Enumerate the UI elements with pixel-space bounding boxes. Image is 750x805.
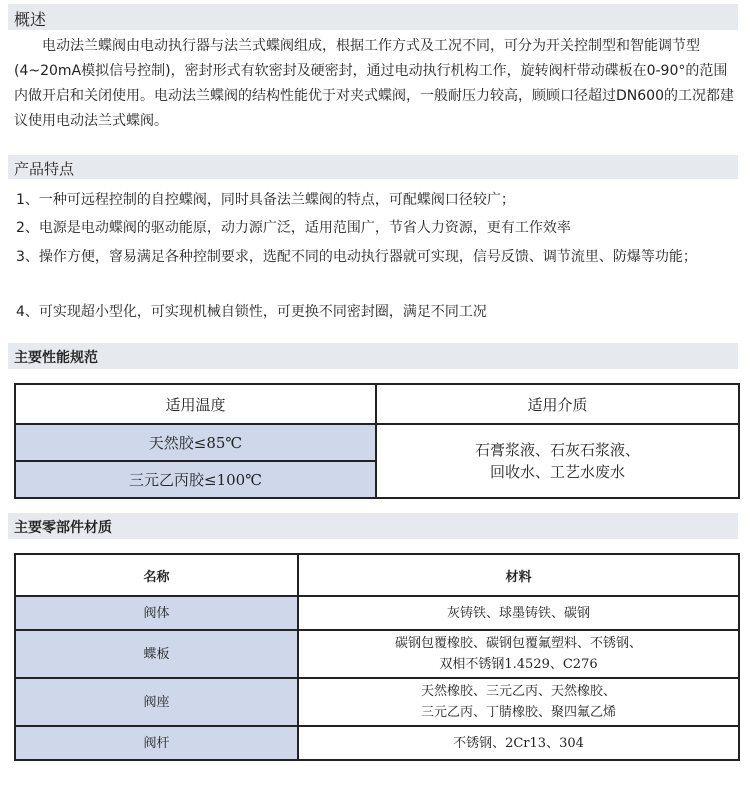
part-name: 阀杆 — [15, 726, 298, 760]
applicable-medium-cell — [376, 424, 739, 498]
performance-header-row — [15, 384, 739, 424]
performance-header-bar — [8, 343, 738, 369]
part-material — [298, 726, 739, 760]
medium-line-1: 石膏浆液、石灰石浆液、 — [474, 441, 640, 459]
header-part-name: 名称 — [15, 554, 298, 596]
part-name: 阀体 — [15, 596, 298, 630]
table-row — [15, 726, 739, 760]
material-line-1: 碳钢包覆橡胶、碳钢包覆氟塑料、不锈钢、 — [394, 636, 642, 651]
feature-item-1: 1、一种可远程控制的自控蝶阀，同时具备法兰蝶阀的特点，可配蝶阀口径较广； — [16, 192, 515, 208]
features-title: 产品特点 — [14, 160, 75, 178]
header-medium: 适用介质 — [376, 384, 739, 424]
material-line-2: 三元乙丙、丁腈橡胶、聚四氟乙烯 — [420, 705, 616, 720]
parts-header-bar — [8, 513, 738, 539]
temperature-epdm: 三元乙丙胶≤100℃ — [15, 461, 376, 498]
parts-title: 主要零部件材质 — [14, 520, 112, 536]
part-name: 蝶板 — [15, 630, 298, 678]
overview-header-bar — [8, 4, 738, 30]
parts-header-row — [15, 554, 739, 596]
parts-table — [14, 553, 740, 761]
feature-item-3: 3、操作方便，窨易满足各种控制要求，选配不同的电动执行器就可实现，信号反馈、调节流里、防爆等功能； — [16, 249, 697, 265]
performance-row — [15, 424, 739, 461]
temperature-natural-rubber: 天然胶≤85℃ — [15, 424, 376, 461]
material-line-1: 灰铸铁、球墨铸铁、碳钢 — [446, 605, 590, 621]
table-row — [15, 630, 739, 678]
part-name: 阀座 — [15, 678, 298, 726]
header-temperature: 适用温度 — [15, 384, 376, 424]
material-line-1: 不锈钢、2Cr13、304 — [453, 735, 584, 751]
part-material — [298, 630, 739, 678]
material-line-2: 双相不锈钢1.4529、C276 — [439, 657, 598, 672]
material-line-1: 天然橡胶、三元乙丙、天然橡胶、 — [420, 684, 616, 699]
features-header-bar — [8, 155, 738, 179]
part-material — [298, 678, 739, 726]
medium-line-2: 回收水、工艺水废水 — [489, 463, 625, 481]
header-material: 材料 — [298, 554, 739, 596]
overview-paragraph — [14, 34, 738, 134]
part-material — [298, 596, 739, 630]
table-row — [15, 678, 739, 726]
table-row — [15, 596, 739, 630]
overview-text: 电动法兰蝶阀由电动执行器与法兰式蝶阀组成，根据工作方式及工况不同，可分为开关控制型和智能调节型(4~20mA模拟信号控制)，密封形式有软密封及硬密封，通过电动执行机构工作，旋转阀杆带动碟板在0-90°的范围内做开启和关闭使用。电动法兰蝶阀的结构性能优于对夹式蝶阀，一般耐压力较高，顾顾口径超过DN600的工况都建议使用电动法兰式蝶阀。 — [14, 38, 734, 129]
feature-item-2: 2、电源是电动蝶阀的驱动能原，动力源广泛，适用范围广，节省人力资源，更有工作效率 — [16, 220, 571, 236]
performance-table — [14, 383, 740, 499]
performance-title: 主要性能规范 — [14, 350, 98, 366]
feature-item-4: 4、可实现超小型化，可实现机械自锁性，可更换不同密封圈，满足不同工况 — [16, 304, 487, 320]
overview-title: 概述 — [14, 10, 47, 29]
